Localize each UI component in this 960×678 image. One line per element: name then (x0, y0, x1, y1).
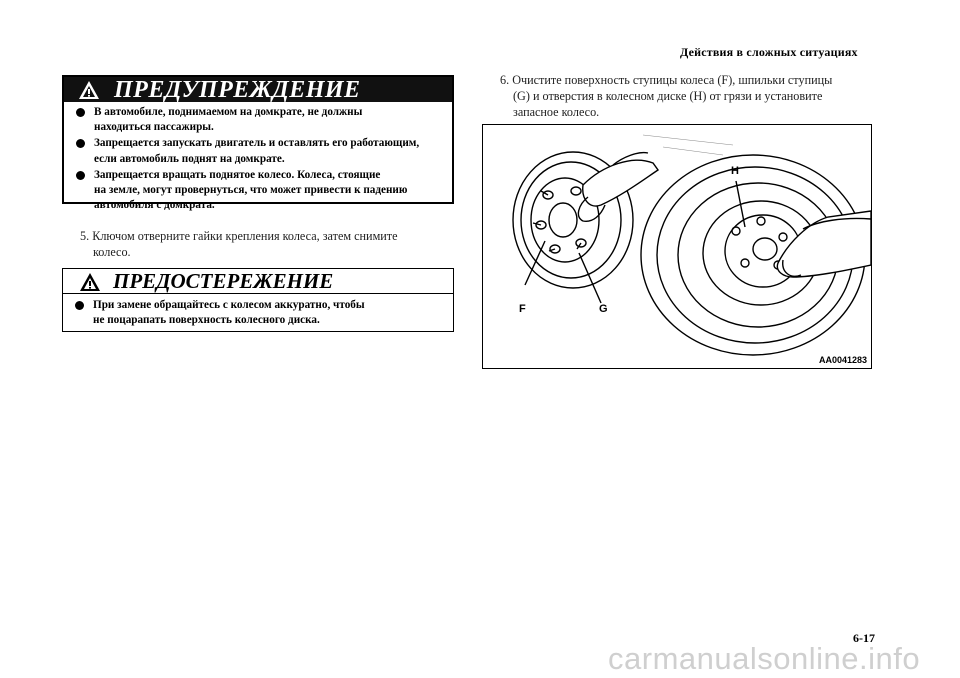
warning-item-line: если автомобиль поднят на домкрате. (94, 152, 285, 165)
caution-box (62, 268, 454, 332)
label-g: G (599, 303, 608, 315)
warning-banner (64, 77, 452, 102)
bullet-icon (76, 108, 85, 117)
label-f: F (519, 303, 526, 315)
caution-list (73, 298, 447, 329)
step-line: колесо. (93, 245, 131, 259)
warning-item-line: на земле, могут провернуться, что может привести к падению (94, 184, 408, 197)
caution-title: ПРЕДОСТЕРЕЖЕНИЕ (113, 269, 334, 293)
warning-title: ПРЕДУПРЕЖДЕНИЕ (114, 77, 361, 103)
caution-divider (63, 293, 453, 294)
warning-item-line: автомобиля с домкрата. (94, 199, 215, 212)
warning-list (74, 105, 446, 214)
caution-triangle-icon (79, 272, 101, 292)
warning-triangle-icon (78, 80, 100, 100)
warning-item (74, 168, 446, 214)
step-line: запасное колесо. (513, 105, 600, 119)
step-line: 6. Очистите поверхность ступицы колеса (F), шпильки ступицы (500, 73, 833, 87)
warning-item-line: В автомобиле, поднимаемом на домкрате, не должны (94, 106, 363, 118)
step-line: 5. Ключом отверните гайки крепления колеса, затем снимите (80, 229, 398, 243)
watermark: carmanualsonline.info (608, 641, 921, 676)
step-5-text (80, 228, 398, 260)
bullet-icon (76, 139, 85, 148)
bullet-icon (76, 171, 85, 180)
wheel-hub-drawing (483, 125, 871, 368)
warning-item-line: находиться пассажиры. (94, 121, 214, 134)
step-6-text (500, 72, 832, 120)
step-line: (G) и отверстия в колесном диске (H) от грязи и установите (513, 89, 823, 103)
warning-box (62, 75, 454, 212)
caution-item-line: не поцарапать поверхность колесного диска. (93, 314, 320, 327)
page-number: 6-17 (853, 631, 875, 645)
caution-item (73, 298, 447, 328)
warning-item (74, 136, 446, 166)
warning-item-line: Запрещается запускать двигатель и оставлять его работающим, (94, 137, 420, 150)
figure-code: AA0041283 (818, 355, 867, 365)
section-header: Действия в сложных ситуациях (680, 45, 858, 59)
label-h: H (731, 165, 739, 177)
bullet-icon (75, 301, 84, 310)
caution-item-line: При замене обращайтесь с колесом аккуратно, чтобы (93, 299, 365, 311)
wheel-hub-illustration (482, 124, 872, 369)
warning-item (74, 105, 446, 135)
warning-item-line: Запрещается вращать поднятое колесо. Колеса, стоящие (94, 168, 381, 181)
